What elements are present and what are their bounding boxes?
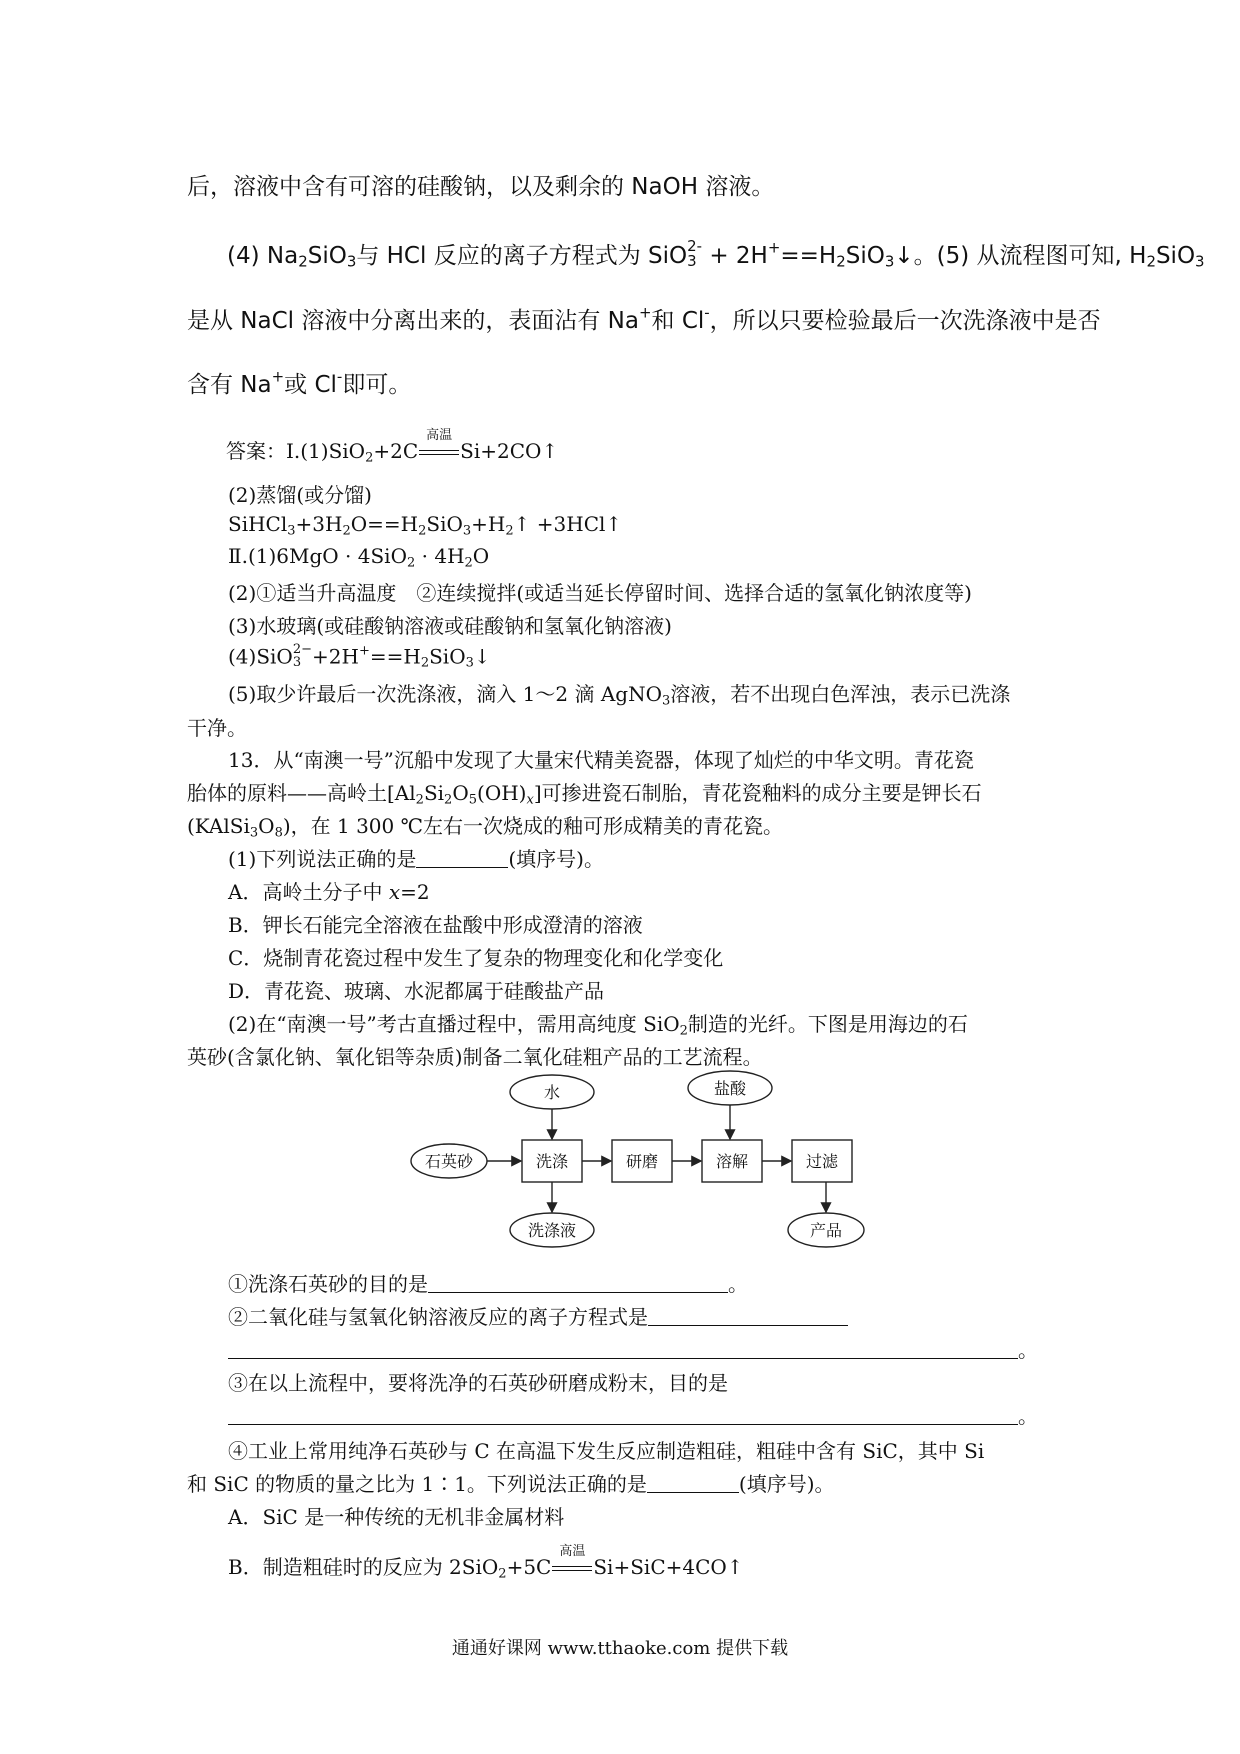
- sub-question-2-line-1: (2)在“南澳一号”考古直播过程中，需用高纯度 SiO$_2$制造的光纤。下图是用海边的石: [228, 1012, 968, 1039]
- node-hydrochloric-acid: 盐酸: [713, 1079, 747, 1098]
- explanation-line-1: 后，溶液中含有可溶的硅酸钠，以及剩余的 NaOH 溶液。: [187, 174, 775, 200]
- blank-question-1: ①洗涤石英砂的目的是 。: [228, 1272, 748, 1296]
- explanation-line-4: 含有 Na+或 Cl-即可。: [187, 367, 412, 398]
- option-b: B．钾长石能完全溶液在盐酸中形成澄清的溶液: [228, 913, 643, 937]
- explanation-line-3: 是从 NaCl 溶液中分离出来的，表面沾有 Na+和 Cl-，所以只要检验最后一次洗涤液中是否: [187, 303, 1101, 334]
- option-d: D．青花瓷、玻璃、水泥都属于硅酸盐产品: [228, 979, 605, 1003]
- blank-question-4-line-2: 和 SiC 的物质的量之比为 1∶1。下列说法正确的是 (填序号)。: [187, 1472, 835, 1496]
- blank-line-3: 。: [228, 1400, 1038, 1429]
- blank-question-4-line-1: ④工业上常用纯净石英砂与 C 在高温下发生反应制造粗硅，粗硅中含有 SiC，其中 Si: [228, 1439, 985, 1463]
- option-a: A．高岭土分子中 x=2: [228, 880, 430, 904]
- explanation-line-2: (4) $Na_2SiO_3$与 HCl 反应的离子方程式为 SiO 2- 3 + $2H^+==H_2SiO_3↓$。(5) 从流程图可知, $H_2SiO_3$: [227, 237, 1205, 271]
- answer-line-1: 答案：Ⅰ.(1)SiO$_2$+2C 高温 Si+2CO↑: [226, 428, 559, 466]
- node-filter: 过滤: [805, 1152, 839, 1171]
- answer-blank[interactable]: [416, 849, 508, 868]
- answer-line-5: (2)①适当升高温度 ②连续搅拌(或适当延长停留时间、选择合适的氢氧化钠浓度等): [228, 581, 972, 605]
- answer-label: 答案：: [226, 439, 286, 463]
- node-wash: 洗涤: [535, 1152, 569, 1171]
- answer-line-9: 干净。: [187, 716, 247, 740]
- answer-blank[interactable]: [228, 1406, 1018, 1425]
- q4-option-a: A．SiC 是一种传统的无机非金属材料: [228, 1505, 565, 1529]
- page-footer: 通通好课网 www.tthaoke.com 提供下载: [451, 1638, 789, 1659]
- node-quartz-sand: 石英砂: [424, 1152, 474, 1171]
- answer-line-3: $SiHCl_3+3H_2O==H_2SiO_3+H_2↑$ +3HCl↑: [228, 512, 623, 539]
- node-grind: 研磨: [625, 1152, 659, 1171]
- answer-line-2: (2)蒸馏(或分馏): [228, 483, 372, 507]
- answer-blank[interactable]: [648, 1307, 848, 1326]
- answer-blank[interactable]: [228, 1340, 1018, 1359]
- answer-line-4: Ⅱ.(1)6MgO · $4SiO_2 \cdot 4H_2O$: [228, 544, 490, 571]
- blank-question-3: ③在以上流程中，要将洗净的石英砂研磨成粉末，目的是: [228, 1371, 728, 1395]
- process-flow-diagram: [400, 1070, 880, 1260]
- question-13-line-1: 13．从“南澳一号”沉船中发现了大量宋代精美瓷器，体现了灿烂的中华文明。青花瓷: [228, 748, 974, 772]
- node-wash-liquid: 洗涤液: [527, 1221, 577, 1240]
- node-dissolve: 溶解: [715, 1152, 749, 1171]
- answer-line-8: (5)取少许最后一次洗涤液，滴入 1～2 滴 AgNO$_3$溶液，若不出现白色浑浊，表示已洗涤: [228, 682, 1011, 709]
- node-water: 水: [543, 1083, 561, 1102]
- equals-high-temp: 高温: [551, 1555, 593, 1579]
- blank-question-2: ②二氧化硅与氢氧化钠溶液反应的离子方程式是: [228, 1301, 848, 1330]
- answer-line-7: (4)SiO 2− 3 $+2H^+==H_2SiO_3↓$: [228, 642, 491, 671]
- node-product: 产品: [809, 1221, 843, 1240]
- answer-line-6: (3)水玻璃(或硅酸钠溶液或硅酸钠和氢氧化钠溶液): [228, 614, 672, 638]
- q4-option-b: B．制造粗硅时的反应为 2SiO$_2$+5C 高温 Si+SiC+4CO↑: [228, 1544, 744, 1582]
- question-13-line-3: $(KAlSi_3O_8)$，在 1 300 ℃左右一次烧成的釉可形成精美的青花瓷。: [187, 814, 783, 841]
- question-13-line-2: 胎体的原料——高岭土$[Al_2Si_2O_5(OH)_x]$可掺进瓷石制胎，青花瓷釉料的成分主要是钾长石: [187, 781, 982, 808]
- blank-line-2: 。: [228, 1334, 1038, 1363]
- answer-blank[interactable]: [647, 1474, 739, 1493]
- equals-high-temp: 高温: [418, 439, 460, 463]
- answer-blank[interactable]: [428, 1274, 728, 1293]
- sub-question-2-line-2: 英砂(含氯化钠、氧化铝等杂质)制备二氧化硅粗产品的工艺流程。: [187, 1045, 763, 1069]
- option-c: C．烧制青花瓷过程中发生了复杂的物理变化和化学变化: [228, 946, 724, 970]
- sub-question-1: (1)下列说法正确的是 (填序号)。: [228, 847, 604, 871]
